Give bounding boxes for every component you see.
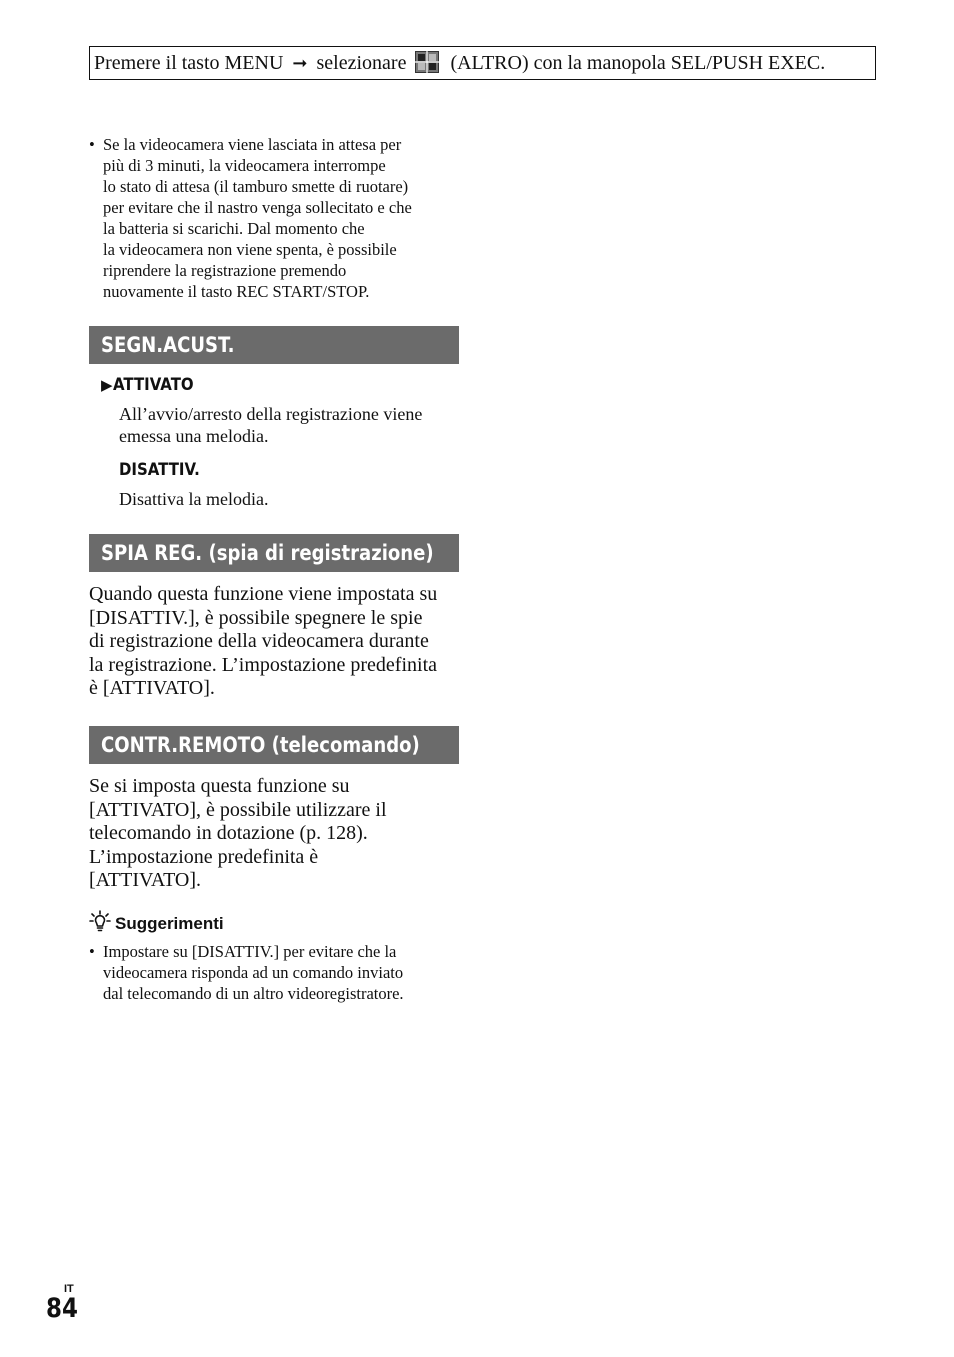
intro-line: la videocamera non viene spenta, è possibile (103, 240, 397, 259)
intro-line: per evitare che il nastro venga sollecitato e che (103, 198, 412, 217)
intro-line: più di 3 minuti, la videocamera interrompe (103, 156, 386, 175)
menu-instruction-text: Premere il tasto MENU (94, 52, 284, 74)
tip-line: videocamera risponda ad un comando inviato (103, 963, 404, 982)
intro-line: riprendere la registrazione premendo (103, 261, 347, 280)
section-header-contr-remoto (89, 726, 459, 764)
para-line: telecomando in dotazione (p. 128). (89, 822, 368, 844)
option-attivato-desc (119, 403, 459, 447)
tip-line: dal telecomando di un altro videoregistratore. (103, 984, 404, 1003)
tip-line: Impostare su [DISATTIV.] per evitare che la (103, 942, 397, 961)
para-line: Se si imposta questa funzione su (89, 775, 350, 797)
section-header-spia-reg (89, 534, 459, 572)
intro-line: la batteria si scarichi. Dal momento che (103, 219, 365, 238)
page-number (46, 1294, 84, 1324)
section-header-segn-acust (89, 326, 459, 364)
option-label-text: ATTIVATO (112, 375, 194, 395)
para-line: [ATTIVATO]. (89, 869, 202, 891)
option-label-text: DISATTIV. (119, 460, 200, 480)
section-title: SPIA REG. (spia di registrazione) (101, 541, 434, 565)
option-disattiv-desc: Disattiva la melodia. (119, 489, 269, 509)
altro-menu-icon (415, 51, 439, 83)
para-line: è [ATTIVATO]. (89, 677, 215, 699)
menu-instruction-select: selezionare (316, 52, 407, 74)
intro-line: Se la videocamera viene lasciata in attesa per (103, 135, 402, 154)
section-title: SEGN.ACUST. (101, 333, 235, 357)
para-line: la registrazione. L’impostazione predefinita (89, 653, 438, 676)
option-disattiv-label (119, 459, 211, 481)
desc-line: emessa una melodia. (119, 426, 269, 446)
intro-bullet-note (89, 134, 463, 302)
intro-line: nuovamente il tasto REC START/STOP. (103, 282, 370, 301)
para-line: di registrazione della videocamera durante (89, 630, 429, 652)
language-code: IT (64, 1283, 74, 1295)
para-line: [ATTIVATO], è possibile utilizzare il (89, 798, 387, 821)
bullet: • (89, 942, 95, 961)
desc-line: All’avvio/arresto della registrazione viene (119, 404, 423, 424)
lightbulb-icon (89, 910, 111, 938)
para-line: [DISATTIV.], è possibile spegnere le spie (89, 606, 423, 629)
contr-remoto-paragraph (89, 775, 461, 893)
para-line: Quando questa funzione viene impostata su (89, 583, 438, 605)
tips-heading (89, 910, 224, 938)
default-marker-icon: ▶ (101, 376, 113, 394)
tip-bullet-note (89, 941, 473, 1004)
arrow-right-icon: ➞ (292, 53, 308, 73)
section-title: CONTR.REMOTO (telecomando) (101, 733, 420, 757)
bullet: • (89, 135, 95, 154)
intro-line: lo stato di attesa (il tamburo smette di ruotare) (103, 177, 409, 196)
para-line: L’impostazione predefinita è (89, 845, 319, 868)
page-number-text: 84 (46, 1293, 78, 1324)
menu-instruction-altro: (ALTRO) con la manopola SEL/PUSH EXEC. (450, 52, 826, 74)
tips-title: Suggerimenti (115, 914, 224, 933)
spia-reg-paragraph (89, 583, 461, 701)
option-attivato-label (101, 374, 204, 396)
menu-instruction-box (89, 46, 876, 80)
